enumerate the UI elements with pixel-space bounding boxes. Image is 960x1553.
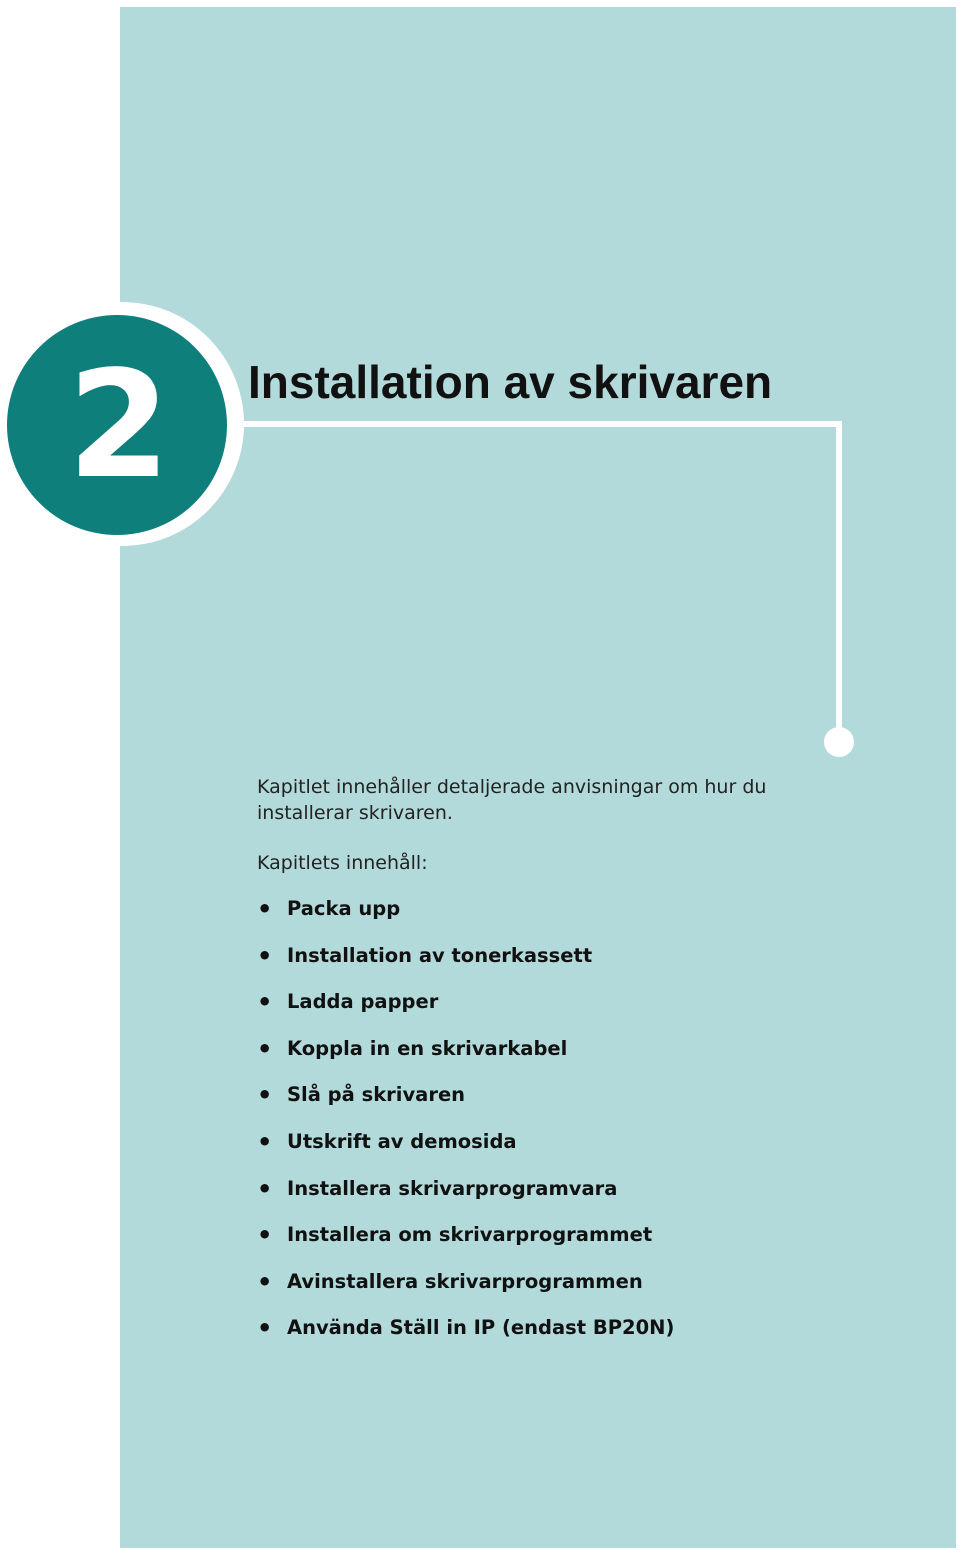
contents-item-label: Ladda papper (287, 990, 439, 1014)
contents-item (257, 896, 674, 943)
bullet-icon: • (257, 895, 273, 923)
contents-item (257, 1176, 674, 1223)
bullet-icon: • (257, 1174, 273, 1203)
bullet-icon: • (257, 1267, 273, 1296)
bullet-icon: • (257, 941, 273, 970)
bullet-icon: • (257, 1127, 273, 1156)
bullet-icon: • (257, 1221, 273, 1250)
chapter-number: 2 (67, 339, 167, 511)
contents-item (257, 1222, 674, 1269)
bullet-icon: • (257, 988, 273, 1017)
bullet-icon: • (257, 1081, 273, 1110)
contents-item-label: Installera om skrivarprogrammet (287, 1223, 653, 1247)
contents-label: Kapitlets innehåll: (257, 852, 428, 874)
title-rule-horizontal (238, 421, 842, 427)
bullet-icon: • (257, 1314, 273, 1343)
contents-item (257, 1315, 674, 1362)
contents-item (257, 1082, 674, 1129)
contents-item-label: Använda Ställ in IP (endast BP20N) (287, 1316, 675, 1340)
contents-item (257, 943, 674, 990)
contents-item-label: Slå på skrivaren (287, 1083, 466, 1107)
contents-item-label: Installation av tonerkassett (287, 943, 593, 967)
contents-item-label: Avinstallera skrivarprogrammen (287, 1269, 643, 1293)
title-rule-vertical (836, 421, 842, 739)
contents-item (257, 1269, 674, 1316)
contents-item (257, 1036, 674, 1083)
contents-item-label: Installera skrivarprogramvara (287, 1176, 618, 1200)
chapter-intro: Kapitlet innehåller detaljerade anvisningar om hur du installerar skrivaren. (257, 776, 767, 824)
contents-item (257, 1129, 674, 1176)
contents-item-label: Utskrift av demosida (287, 1129, 517, 1153)
contents-item-label: Packa upp (287, 897, 401, 920)
bullet-icon: • (257, 1034, 273, 1063)
contents-item (257, 989, 674, 1036)
contents-item-label: Koppla in en skrivarkabel (287, 1036, 568, 1060)
contents-list (257, 896, 674, 1362)
title-rule-end-dot (824, 727, 854, 757)
chapter-title: Installation av skrivaren (248, 356, 773, 408)
